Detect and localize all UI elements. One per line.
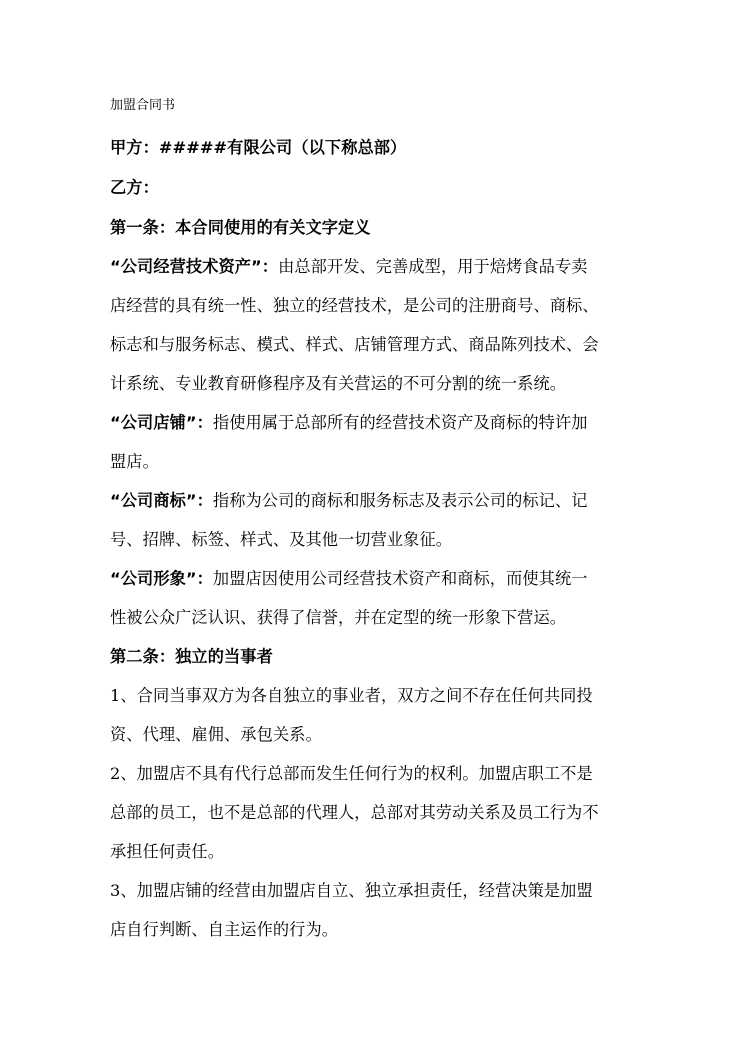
definition-4-text: 加盟店因使用公司经营技术资产和商标，而使其统一	[212, 569, 588, 588]
article-2-line-5: 承担任何责任。	[110, 842, 225, 861]
article-2-line-7: 店自行判断、自主运作的行为。	[110, 920, 339, 939]
party-a: 甲方：#####有限公司（以下称总部）	[110, 138, 407, 157]
definition-3-line-1	[110, 489, 640, 513]
article-2-line-6: 3、加盟店铺的经营由加盟店自立、独立承担责任，经营决策是加盟	[110, 881, 593, 900]
definition-3-line-2: 号、招牌、标签、样式、及其他一切营业象征。	[110, 530, 453, 549]
definition-4-line-1	[110, 567, 640, 591]
article-2-line-3: 2、加盟店不具有代行总部而发生任何行为的权利。加盟店职工不是	[110, 764, 593, 783]
definition-2-text: 指使用属于总部所有的经营技术资产及商标的特许加	[212, 413, 588, 432]
definition-1-line-2: 店经营的具有统一性、独立的经营技术，是公司的注册商号、商标、	[110, 296, 599, 315]
definition-4-line-2: 性被公众广泛认识、获得了信誉，并在定型的统一形象下营运。	[110, 608, 567, 627]
article-2-line-2: 资、代理、雇佣、承包关系。	[110, 725, 322, 744]
definition-3-term: “公司商标”：	[110, 491, 213, 510]
definition-2-line-2: 盟店。	[110, 452, 159, 471]
definition-2-term: “公司店铺”：	[110, 413, 213, 432]
article-2-line-1: 1、合同当事双方为各自独立的事业者，双方之间不存在任何共同投	[110, 686, 593, 705]
definition-4-term: “公司形象”：	[110, 569, 213, 588]
definition-1-term: “公司经营技术资产”：	[110, 257, 279, 276]
definition-1-line-3: 标志和与服务标志、模式、样式、店铺管理方式、商品陈列技术、会	[110, 335, 599, 354]
document-title: 加盟合同书	[110, 98, 176, 113]
article-2-line-4: 总部的员工，也不是总部的代理人，总部对其劳动关系及员工行为不	[110, 803, 599, 822]
definition-3-text: 指称为公司的商标和服务标志及表示公司的标记、记	[212, 491, 588, 510]
definition-1-line-4: 计系统、专业教育研修程序及有关营运的不可分割的统一系统。	[110, 374, 567, 393]
definition-1-line-1	[110, 255, 640, 279]
article-1-heading: 第一条：本合同使用的有关文字定义	[110, 218, 371, 237]
party-b: 乙方：	[110, 178, 159, 197]
definition-1-text: 由总部开发、完善成型，用于焙烤食品专卖	[278, 257, 588, 276]
article-2-heading: 第二条：独立的当事者	[110, 647, 273, 666]
definition-2-line-1	[110, 411, 640, 435]
